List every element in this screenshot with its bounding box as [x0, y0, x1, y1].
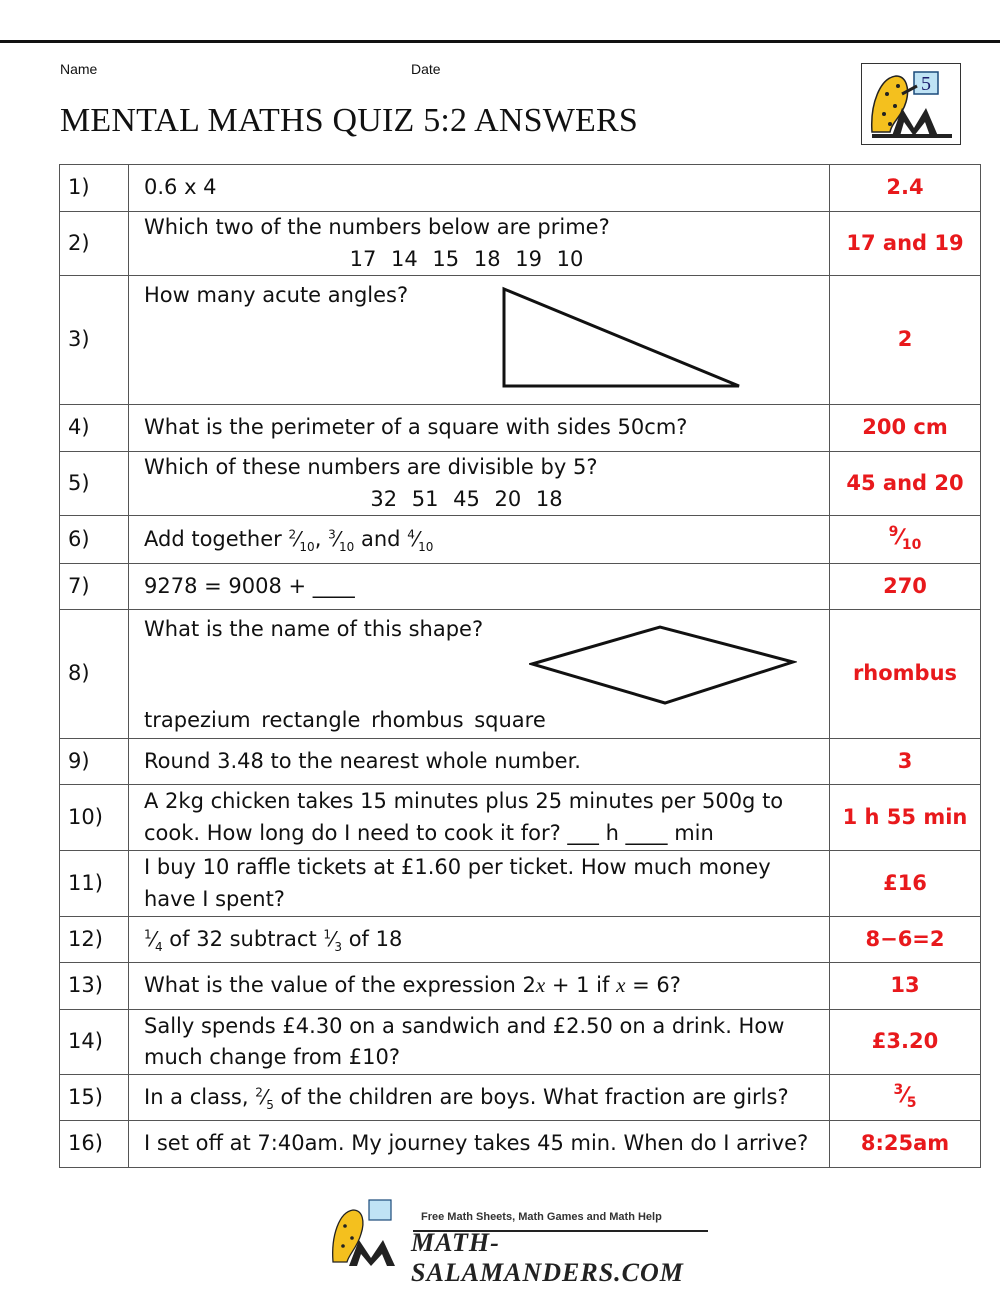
separator: and: [354, 526, 408, 551]
number-options: 32 51 45 20 18: [370, 486, 563, 511]
question-row: [60, 452, 981, 516]
question-line: cook. How long do I need to cook it for? ___ h ____ min: [144, 820, 714, 845]
answer-cell: rhombus: [830, 610, 981, 739]
question-text: + 1 if: [545, 973, 617, 998]
name-label: Name: [60, 61, 98, 77]
answer-cell: 200 cm: [830, 405, 981, 452]
question-number: 1): [60, 165, 129, 212]
question-cell: [129, 1075, 830, 1121]
question-number: 4): [60, 405, 129, 452]
question-cell: [129, 851, 830, 917]
answer-cell: 3: [830, 739, 981, 785]
question-line: I buy 10 raffle tickets at £1.60 per ticket. How much money: [144, 855, 771, 879]
question-row: [60, 1075, 981, 1121]
answer-cell: $^3⁄_5$: [830, 1075, 981, 1121]
question-text: of 18: [342, 926, 403, 951]
answer-cell: 2.4: [830, 165, 981, 212]
question-cell: [129, 917, 830, 963]
question-line: have I spent?: [144, 886, 285, 911]
fraction: $^4⁄_{10}$: [407, 526, 434, 554]
number-options: 17 14 15 18 19 10: [349, 246, 584, 271]
question-text: I set off at 7:40am. My journey takes 45 min. When do I arrive?: [129, 1121, 830, 1168]
answer-cell: £16: [830, 851, 981, 917]
grade-logo: [861, 63, 961, 145]
question-number: 14): [60, 1010, 129, 1075]
page-title: MENTAL MATHS QUIZ 5:2 ANSWERS: [60, 102, 638, 139]
answer-cell: 45 and 20: [830, 452, 981, 516]
separator: ,: [314, 526, 329, 551]
question-row: [60, 739, 981, 785]
question-text: 0.6 x 4: [129, 165, 830, 212]
question-text: What is the value of the expression 2: [144, 973, 536, 998]
footer: [325, 1198, 725, 1287]
question-number: 12): [60, 917, 129, 963]
question-row: [60, 212, 981, 276]
question-text: = 6?: [625, 973, 681, 998]
fraction: $^2⁄_{10}$: [288, 526, 315, 554]
question-row: [60, 785, 981, 851]
question-row: [60, 516, 981, 564]
question-number: 7): [60, 564, 129, 610]
question-text: Which of these numbers are divisible by 5?: [144, 455, 598, 479]
question-number: 16): [60, 1121, 129, 1168]
question-row: [60, 1121, 981, 1168]
question-number: 2): [60, 212, 129, 276]
question-text: Which two of the numbers below are prime?: [144, 215, 610, 239]
fraction: $^2⁄_5$: [255, 1084, 274, 1112]
question-number: 6): [60, 516, 129, 564]
right-triangle-shape: [501, 286, 745, 390]
salamander-footer-logo-icon: [325, 1198, 415, 1270]
question-number: 3): [60, 276, 129, 405]
answer-cell: 13: [830, 963, 981, 1010]
question-line: A 2kg chicken takes 15 minutes plus 25 minutes per 500g to: [144, 789, 784, 813]
answer-cell: 270: [830, 564, 981, 610]
question-row: [60, 276, 981, 405]
question-text: of 32 subtract: [162, 926, 324, 951]
question-cell: [129, 516, 830, 564]
answer-cell: £3.20: [830, 1010, 981, 1075]
question-text: 9278 = 9008 + ____: [129, 564, 830, 610]
question-cell: [129, 276, 830, 405]
fraction: $^1⁄_3$: [323, 926, 343, 954]
question-number: 13): [60, 963, 129, 1010]
question-text: What is the perimeter of a square with sides 50cm?: [129, 405, 830, 452]
question-number: 5): [60, 452, 129, 516]
question-text: Round 3.48 to the nearest whole number.: [129, 739, 830, 785]
question-number: 10): [60, 785, 129, 851]
shape-options: trapezium rectangle rhombus square: [144, 707, 546, 732]
question-cell: [129, 452, 830, 516]
answer-cell: 8−6=2: [830, 917, 981, 963]
fraction: $^3⁄_{10}$: [328, 526, 355, 554]
question-line: Sally spends £4.30 on a sandwich and £2.50 on a drink. How: [144, 1013, 785, 1038]
question-row: [60, 564, 981, 610]
question-text: What is the name of this shape?: [144, 617, 484, 641]
question-row: [60, 610, 981, 739]
question-number: 11): [60, 851, 129, 917]
question-number: 9): [60, 739, 129, 785]
answer-cell: $^9⁄_{10}$: [830, 516, 981, 564]
question-cell: [129, 610, 830, 739]
question-text: How many acute angles?: [144, 283, 409, 307]
question-row: [60, 405, 981, 452]
variable: x: [535, 973, 546, 998]
top-rule: [0, 40, 1000, 43]
footer-site-link[interactable]: MATH-SALAMANDERS.COM: [411, 1228, 684, 1287]
question-row: [60, 963, 981, 1010]
quiz-table: [59, 164, 981, 1168]
question-row: [60, 165, 981, 212]
question-number: 8): [60, 610, 129, 739]
fraction: $^1⁄_4$: [144, 926, 163, 954]
question-cell: [129, 963, 830, 1010]
date-label: Date: [411, 61, 441, 77]
question-cell: [129, 1010, 830, 1075]
question-row: [60, 917, 981, 963]
salamander-logo-icon: [862, 64, 959, 143]
answer-cell: 2: [830, 276, 981, 405]
answer-cell: 17 and 19: [830, 212, 981, 276]
variable: x: [616, 973, 626, 998]
rhombus-shape: [529, 624, 797, 706]
question-line: much change from £10?: [144, 1045, 401, 1069]
question-text: of the children are boys. What fraction are girls?: [273, 1084, 789, 1109]
question-number: 15): [60, 1075, 129, 1121]
answer-cell: 8:25am: [830, 1121, 981, 1168]
question-cell: [129, 785, 830, 851]
footer-tagline: Free Math Sheets, Math Games and Math Help: [421, 1211, 662, 1223]
question-text: Add together: [144, 526, 289, 551]
question-cell: [129, 212, 830, 276]
question-row: [60, 851, 981, 917]
question-text: In a class,: [144, 1084, 256, 1109]
logo-badge: 5: [921, 73, 931, 95]
answer-cell: 1 h 55 min: [830, 785, 981, 851]
question-row: [60, 1010, 981, 1075]
